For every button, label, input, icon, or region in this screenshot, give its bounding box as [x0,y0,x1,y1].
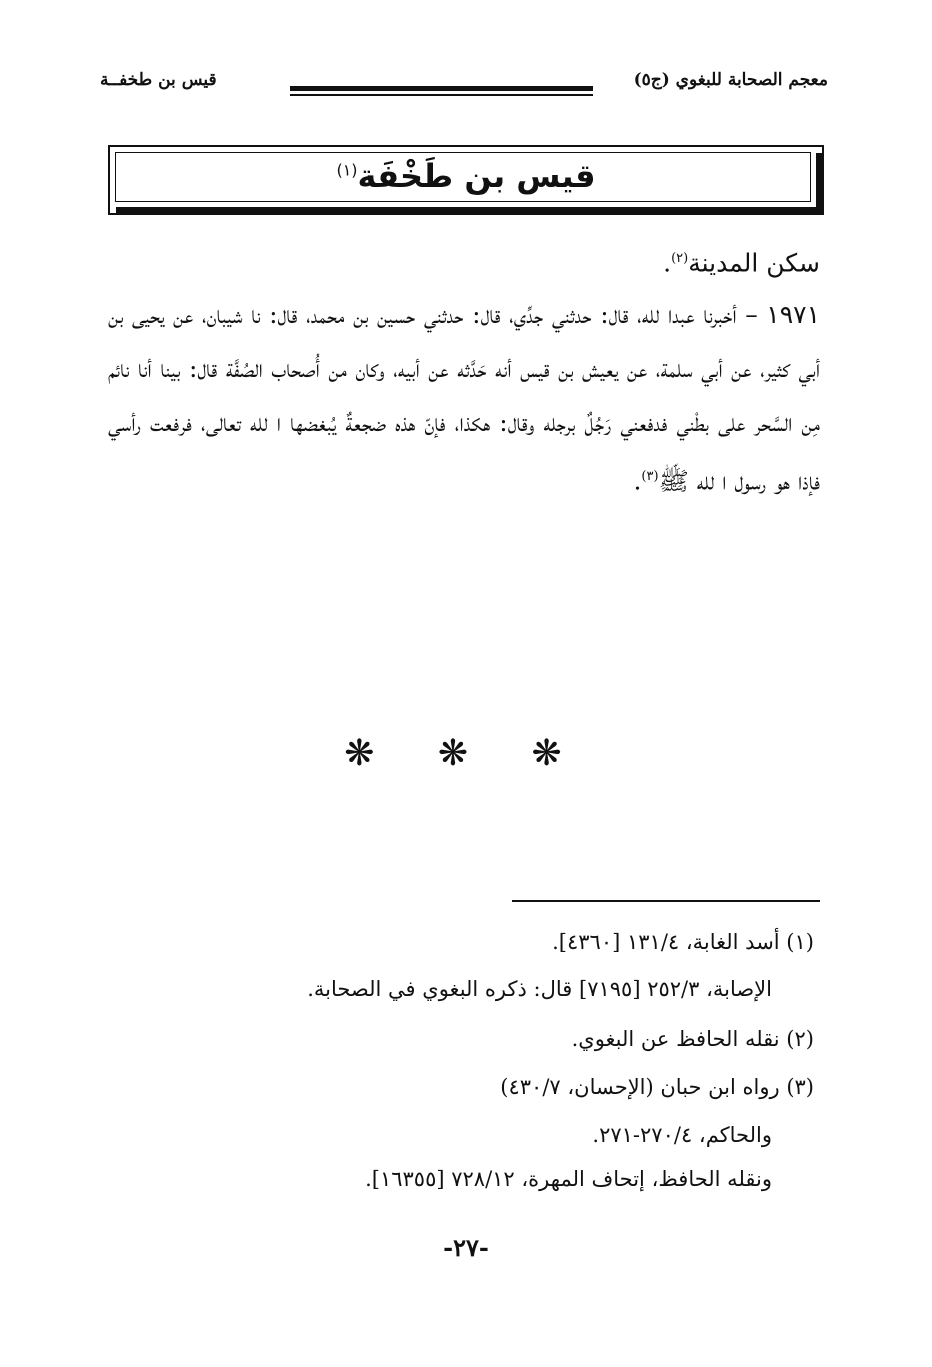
footnote-1-continuation: الإصابة، ٢٥٢/٣ [٧١٩٥] قال: ذكره البغوي في الصحابة. [307,977,772,1001]
header-rule-thin [290,94,593,96]
entry-title-box [108,145,824,215]
footnote-3: (٣) رواه ابن حبان (الإحسان، ٤٣٠/٧) [500,1075,814,1099]
running-header [100,70,828,110]
entry-title-text: قيس بن طَخْفَة [357,157,596,195]
resided-paragraph [108,232,820,290]
book-title: معجم الصحابة للبغوي (ج٥) [633,70,828,90]
hadith-footnote-marker: (٣) [641,469,659,484]
title-footnote-marker: (١) [336,160,358,180]
page-number: -٢٧- [443,1233,489,1262]
footnote-3-continuation-1: والحاكم، ٢٧٠/٤-٢٧١. [592,1123,772,1147]
hadith-end: . [633,466,642,496]
resided-footnote-marker: (٢) [671,251,689,266]
footnote-1: (١) أسد الغابة، ١٣١/٤ [٤٣٦٠]. [552,930,814,954]
section-separator-stars: ❋ ❋ ❋ [344,733,588,774]
resided-end: . [663,248,672,278]
footnote-rule [512,900,820,902]
footnote-3-continuation-2: ونقله الحافظ، إتحاف المهرة، ٧٢٨/١٢ [١٦٣٥٥]. [365,1167,772,1191]
footnote-2: (٢) نقله الحافظ عن البغوي. [571,1027,814,1051]
hadith-paragraph [108,288,820,508]
hadith-text: ١٩٧١ – أخبرنا عبدا لله، قال: حدثني جدِّي، قال: حدثني حسين بن محمد، قال: نا شيبان، عن يحيى بن أبي كثير، عن أبي سلمة، عن يعيش بن قيس أنه حَدَّثه عن أبيه، وكان من أُصحاب الصُفَّة قال: بينا أنا نائم مِن السَّحر على بطْني فدفعني رَجُلٌ برجله وقال: هكذا، فإنّ هذه ضجعةٌ يُبغضها ا لله تعالى، فرفعت رأسي فإذا هو رسول ا لله ﷺ [108,300,820,496]
entry-running-title: قيس بن طخفــة [100,70,217,90]
resided-text: سكن المدينة [688,248,820,278]
header-rule [290,86,593,91]
entry-title [110,157,822,195]
